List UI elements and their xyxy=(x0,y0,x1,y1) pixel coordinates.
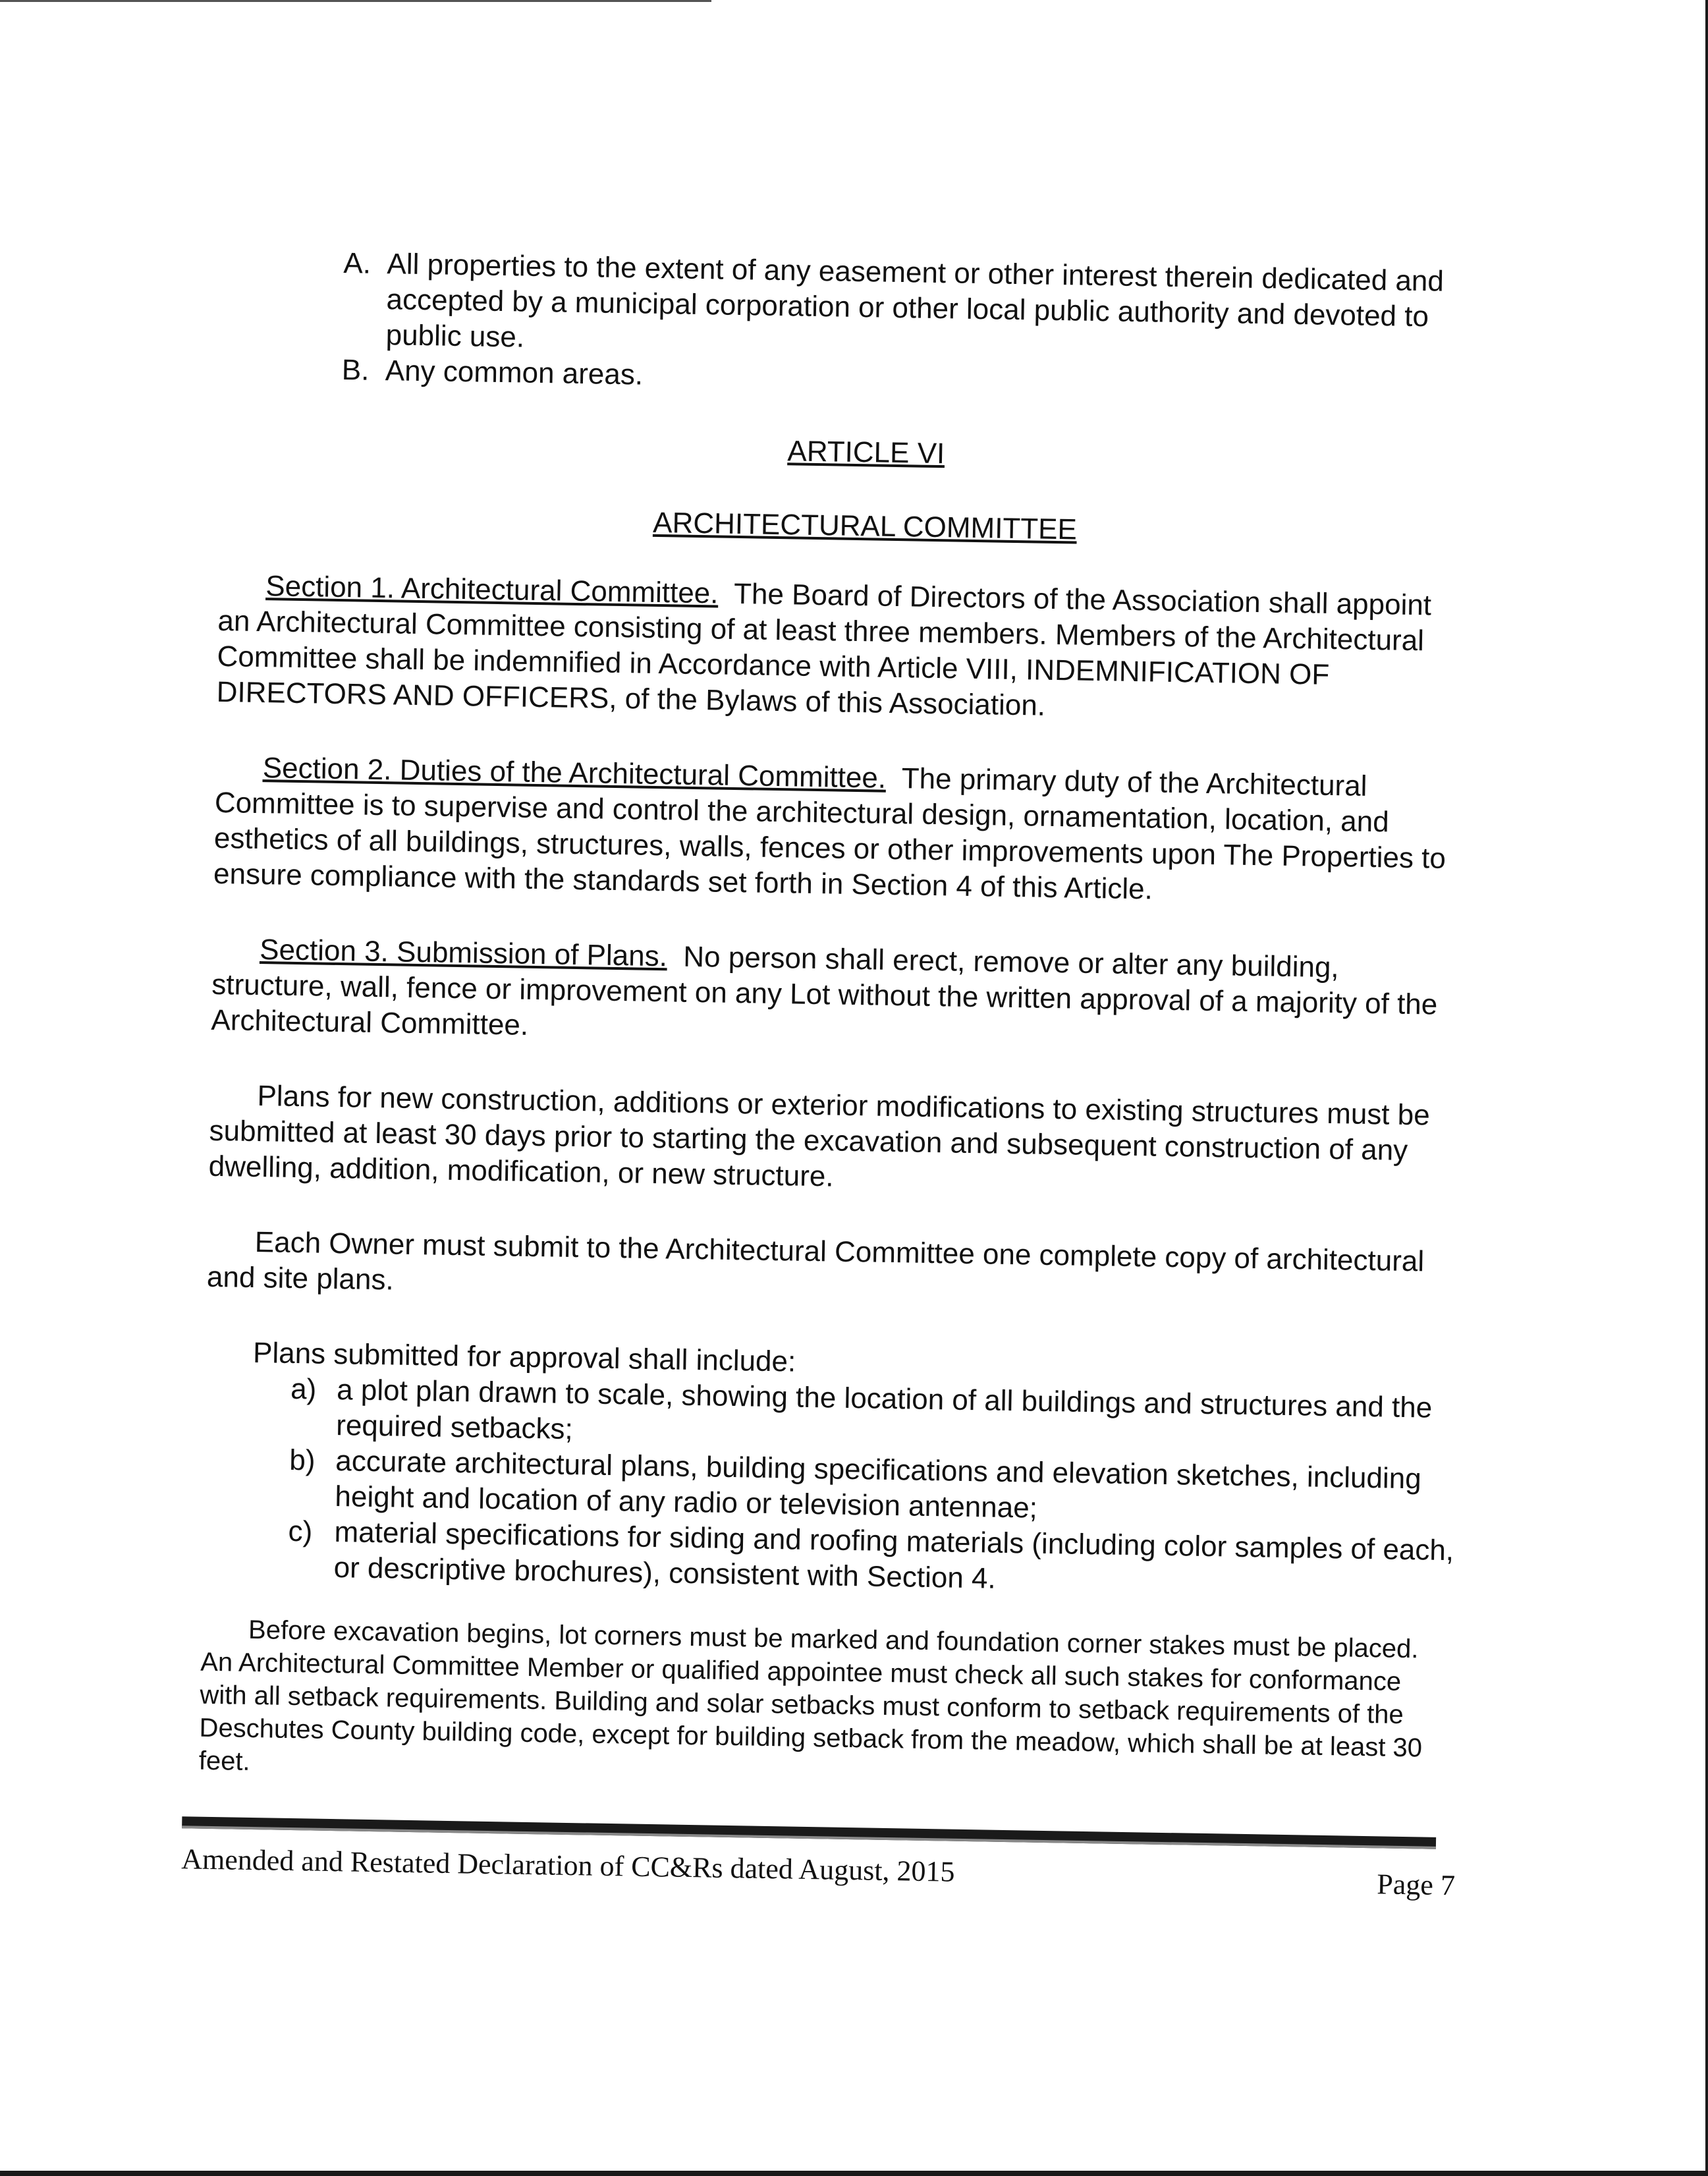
list-item xyxy=(222,244,1475,371)
list-item-text: material specifications for siding and roofing materials (including color samples of each, or descriptive brochures), consistent with Section 4. xyxy=(333,1516,1454,1595)
list-marker: b) xyxy=(289,1443,316,1477)
plans-new-construction-paragraph: Plans for new construction, additions or exterior modifications to existing structures must be submitted at least 30 days prior to starting the excavation and subsequent construction of any dwelling, addition, modification, or new structure. xyxy=(208,1080,1431,1193)
section-2-body: The primary duty of the Architectural Committee is to supervise and control the architectural design, ornamentation, location, and esthetics of all buildings, structures, walls, fences or other improvements upon The Properties to ensure compliance with the standards set forth in Section 4 of this Article. xyxy=(213,762,1446,906)
before-excavation-paragraph: Before excavation begins, lot corners must be marked and foundation corner stakes must be placed. An Architectural Committee Member or qualified appointee must check all such stakes for conformance with all setback requirements. Building and solar setbacks must conform to setback requirements of the Deschutes County building code, except for building setback from the meadow, which shall be at least 30 feet. xyxy=(198,1615,1423,1776)
article-number: ARTICLE VI xyxy=(787,435,945,470)
list-marker: a) xyxy=(290,1372,317,1406)
section-1-title: Section 1. Architectural Committee. xyxy=(265,570,719,610)
section-1-body: The Board of Directors of the Association shall appoint an Architectural Committee consisting of at least three members. Members of the Architectural Committee shall be indemnified in Accordance with Article VIII, INDEMNIFICATION OF DIRECTORS AND OFFICERS, of the Bylaws of this Association. xyxy=(216,577,1432,722)
list-marker: A. xyxy=(343,247,372,280)
document-page xyxy=(180,244,1475,1902)
section-3-title: Section 3. Submission of Plans. xyxy=(259,934,668,973)
plans-intro: Plans submitted for approval shall include: xyxy=(252,1336,796,1378)
section-1-paragraph xyxy=(216,568,1470,731)
list-item-text: accurate architectural plans, building specifications and elevation sketches, including height and location of any radio or television antennae; xyxy=(335,1445,1422,1524)
section-3-paragraph xyxy=(211,932,1464,1059)
page-footer xyxy=(180,1842,1456,1902)
list-item-text: a plot plan drawn to scale, showing the location of all buildings and structures and the required setbacks; xyxy=(335,1374,1433,1446)
section-2-title: Section 2. Duties of the Architectural Committee. xyxy=(262,752,887,795)
footer-document-title: Amended and Restated Declaration of CC&Rs dated August, 2015 xyxy=(180,1843,955,1888)
scan-edge-right xyxy=(1705,0,1708,2176)
article-title: ARCHITECTURAL COMMITTEE xyxy=(652,506,1078,546)
property-list xyxy=(221,244,1475,406)
list-item-text: All properties to the extent of any easement or other interest therein dedicated and accepted by a municipal corporation or other local public authority and devoted to public use. xyxy=(385,248,1445,354)
each-owner-paragraph: Each Owner must submit to the Architectural Committee one complete copy of architectural and site plans. xyxy=(206,1225,1425,1297)
page-number: Page 7 xyxy=(1377,1868,1456,1902)
section-2-paragraph xyxy=(213,750,1467,912)
plans-requirements-list xyxy=(202,1370,1456,1604)
list-marker: B. xyxy=(341,353,370,387)
list-marker: c) xyxy=(288,1515,313,1548)
list-item-text: Any common areas. xyxy=(385,354,644,391)
scan-edge-top xyxy=(0,0,711,2)
scan-edge-bottom xyxy=(0,2171,1708,2176)
section-3-body: No person shall erect, remove or alter any building, structure, wall, fence or improvement on any Lot without the written approval of a majority of the Architectural Committee. xyxy=(211,940,1438,1042)
